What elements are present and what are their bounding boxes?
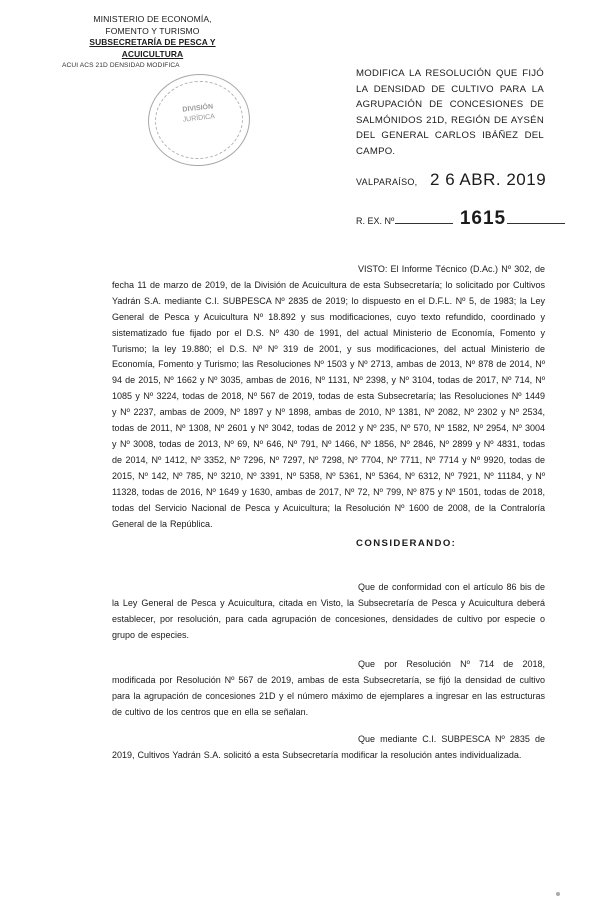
considerando-paragraph-3: Que mediante C.I. SUBPESCA Nº 2835 de 2019, Cultivos Yadrán S.A. solicitó a esta Subsecretaría modificar la resolución antes individualizada.: [112, 734, 545, 760]
place: VALPARAÍSO,: [356, 177, 418, 187]
subsecretaria-line: SUBSECRETARÍA DE PESCA Y ACUICULTURA: [89, 37, 216, 59]
stamp-line-1: DIVISIÓN: [182, 103, 214, 114]
visto-paragraph: VISTO: El Informe Técnico (D.Ac.) Nº 302, de fecha 11 de marzo de 2019, de la División de Acuicultura de esta Subsecretaría; lo solicitado por Cultivos Yadrán S.A. mediante C.I. SUBPESCA Nº 2835 de 2019; lo dispuesto en el D.F.L. Nº 5, de 1983; la Ley General de Pesca y Acuicultura Nº 18.892 y sus modificaciones, cuyo texto refundido, coordinado y sistematizado fue fijado por el D.S. Nº 430 de 1991, del actual Ministerio de Economía, Fomento y Turismo; la ley 19.880; el D.S. Nº Nº 319 de 2001, y sus modificaciones, del actual Ministerio de Economía, Fomento y Turismo; las Resoluciones Nº 1503 y Nº 2713, ambas de 2013, Nº 878 de 2014, Nº 94 de 2015, Nº 1662 y Nº 3035, ambas de 2016, Nº 1131, Nº 2398, y Nº 3104, todas de 2017, Nº 714, Nº 1085 y Nº 3224, todas de 2018, Nº 567 de 2019, todas de esta Subsecretaría; las Resoluciones Nº 1449 y Nº 2237, ambas de 2009, Nº 1897 y Nº 1898, ambas de 2010, Nº 1381, Nº 2082, Nº 2302 y Nº 2534, todas de 2011, Nº 1308, Nº 2601 y Nº 3042, todas de 2012 y Nº 235, Nº 570, Nº 1582, Nº 2954, Nº 3004 y Nº 3008, todas de 2013, Nº 69, Nº 646, Nº 791, Nº 1466, Nº 1856, Nº 2846, Nº 2899 y Nº 4831, todas de 2014, Nº 1412, Nº 3352, Nº 7296, Nº 7297, Nº 7298, Nº 7704, Nº 7711, Nº 7714 y Nº 9920, todas de 2015, Nº 142, Nº 785, Nº 3210, Nº 3391, Nº 5358, Nº 5361, Nº 5364, Nº 6312, Nº 7921, Nº 11184, y Nº 11328, todas de 2016, Nº 1649 y 1630, ambas de 2017, Nº 72, Nº 799, Nº 875 y Nº 1501, todas de 2018, todas del Servicio Nacional de Pesca y Acuicultura; la Resolución Nº 1600 de 2008, de la Contraloría General de la República.: [112, 264, 545, 529]
stamp-line-2: JURÍDICA: [182, 113, 216, 124]
date-stamp: 2 6 ABR. 2019: [430, 170, 547, 189]
dateline: [356, 170, 546, 190]
resolution-prefix: R. EX. Nº: [356, 216, 395, 226]
ministry-line-2: FOMENTO Y TURISMO: [105, 25, 200, 36]
resolution-number: [356, 208, 565, 230]
considerando-paragraph-1: Que de conformidad con el artículo 86 bis de la Ley General de Pesca y Acuicultura, citada en Visto, la Subsecretaría de Pesca y Acuicultura deberá establecer, por resolución, para cada agrupación de concesiones, densidades de cultivo por especie o grupo de especies.: [112, 582, 545, 640]
resolution-title: MODIFICA LA RESOLUCIÓN QUE FIJÓ LA DENSIDAD DE CULTIVO PARA LA AGRUPACIÓN DE CONCESIONES DE SALMÓNIDOS 21D, REGIÓN DE AYSÉN DEL GENERAL CARLOS IBÁÑEZ DEL CAMPO.: [356, 68, 544, 157]
reference-code: ACUI ACS 21D DENSIDAD MODIFICA: [62, 62, 180, 69]
considerando-heading: CONSIDERANDO:: [356, 538, 457, 549]
letterhead: [60, 14, 245, 72]
considerando-paragraph-2: Que por Resolución Nº 714 de 2018, modificada por Resolución Nº 567 de 2019, ambas de esta Subsecretaría, se fijó la densidad de cultivo para la agrupación de concesiones 21D y el número máximo de ejemplares a ingresar en las estructuras de cultivo de los centros que en ella se señalan.: [112, 659, 545, 717]
page-mark: [556, 892, 560, 896]
ministry-line: MINISTERIO DE ECONOMÍA,: [93, 14, 212, 24]
division-juridica-stamp: [143, 69, 254, 171]
resolution-number-value: 1615: [459, 208, 507, 229]
